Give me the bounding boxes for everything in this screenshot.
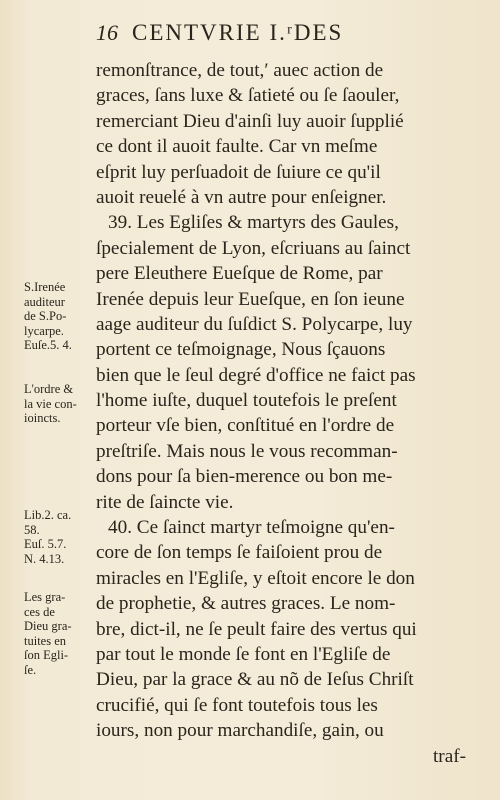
page-number: 16 <box>96 20 118 45</box>
margin-note-line: lycarpe. <box>24 323 64 338</box>
margin-note-line: L'ordre & <box>24 382 74 396</box>
text-line: bien que le ſeul degré d'office ne faict pas <box>96 364 416 386</box>
margin-note-irenee <box>24 280 94 353</box>
margin-note-line: tuites en <box>24 633 67 648</box>
margin-note-line: Euſe.5. 4. <box>24 338 72 352</box>
margin-note-line: de S.Po- <box>24 309 67 323</box>
margin-note-line: ſon Egli- <box>24 648 69 662</box>
margin-note-line: Euſ. 5.7. <box>24 537 67 551</box>
margin-note-line: Les gra- <box>24 590 66 604</box>
text-line: aage auditeur du ſuſdict S. Polycarpe, luy <box>96 313 413 335</box>
text-line: crucifié, qui ſe font toutefois tous les <box>96 694 378 716</box>
text-line: remerciant Dieu d'ainſi luy auoir ſupplié <box>96 110 404 132</box>
text-line: ſpecialement de Lyon, eſcriuans au ſainct <box>96 237 411 259</box>
text-line: pere Eleuthere Eueſque de Rome, par <box>96 263 383 285</box>
text-line: Dieu, par la grace & au nõ de Ieſus Chriſt <box>96 669 414 691</box>
margin-note-line: Lib.2. ca. <box>24 508 72 522</box>
text-line: ce dont il auoit faulte. Car vn meſme <box>96 136 378 158</box>
margin-note-graces <box>24 590 94 677</box>
margin-note-line: ces de <box>24 604 55 619</box>
running-title: CENTVRIE I.ʳDES <box>132 20 344 45</box>
text-line: de prophetie, & autres graces. Le nom- <box>96 593 396 615</box>
margin-note-line: ioincts. <box>24 411 61 425</box>
margin-note-line: 58. <box>24 522 40 537</box>
text-line: Irenée depuis leur Eueſque, en ſon ieune <box>96 288 405 310</box>
text-line: remonſtrance, de tout,ʹ auec action de <box>96 60 384 81</box>
text-line: auoit reuelé à vn autre pour enſeigner. <box>96 186 387 208</box>
margin-note-line: Dieu gra- <box>24 619 72 633</box>
text-line: iours, non pour marchandiſe, gain, ou <box>96 720 384 742</box>
catchword: traf- <box>432 745 466 767</box>
body-text <box>96 58 466 769</box>
margin-note-line: ſe. <box>24 662 37 677</box>
text-line: miracles en l'Egliſe, y eſtoit encore le don <box>96 567 415 589</box>
margin-note-ordre <box>24 382 94 426</box>
margin-note-line: la vie con- <box>24 396 77 411</box>
margin-note-references <box>24 508 94 566</box>
paragraph-40-start: 40. Ce ſainct martyr teſmoigne qu'en- <box>108 517 395 539</box>
text-line: portent ce teſmoignage, Nous ſçauons <box>96 339 386 361</box>
text-line: core de ſon temps ſe faiſoient prou de <box>96 542 383 564</box>
text-line: porteur vſe bien, conſtitué en l'ordre de <box>96 415 395 437</box>
text-line: graces, ſans luxe & ſatieté ou ſe ſaouler, <box>96 85 400 107</box>
text-line: par tout le monde ſe font en l'Egliſe de <box>96 643 391 665</box>
text-line: l'home iuſte, duquel toutefois le preſent <box>96 390 397 412</box>
paragraph-39-start: 39. Les Egliſes & martyrs des Gaules, <box>108 212 399 234</box>
text-line: eſprit luy perſuadoit de ſuiure ce qu'il <box>96 161 381 183</box>
text-line: rite de ſaincte vie. <box>96 491 234 513</box>
text-line: bre, dict-il, ne ſe peult faire des vertus qui <box>96 618 417 640</box>
text-line: preſtriſe. Mais nous le vous recomman- <box>96 440 398 462</box>
page-header <box>96 20 466 50</box>
margin-note-line: N. 4.13. <box>24 551 65 566</box>
margin-note-line: S.Irenée <box>24 280 66 294</box>
margin-note-line: auditeur <box>24 294 65 309</box>
text-line: dons pour ſa bien-merence ou bon me- <box>96 466 393 488</box>
